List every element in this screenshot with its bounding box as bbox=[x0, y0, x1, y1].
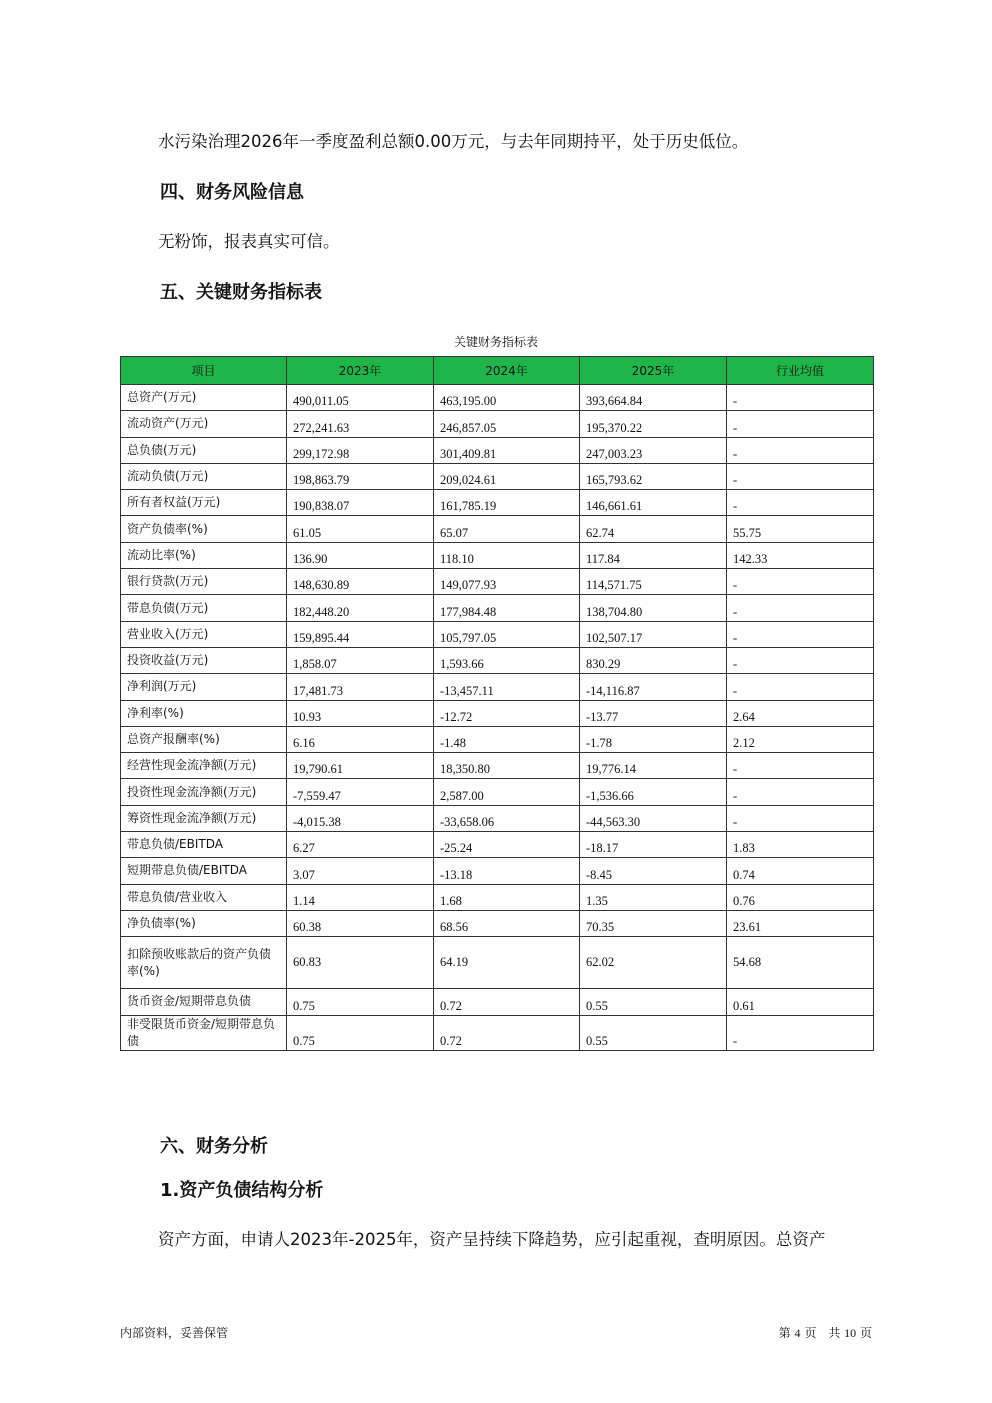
value-cell: 301,409.81 bbox=[434, 437, 580, 463]
value-cell: -1.78 bbox=[580, 726, 727, 752]
heading-financial-analysis: 六、财务分析 bbox=[160, 1136, 268, 1157]
value-cell: 246,857.05 bbox=[434, 411, 580, 437]
value-cell: -13.77 bbox=[580, 700, 727, 726]
column-header: 2024年 bbox=[434, 357, 580, 385]
value-cell: 1,593.66 bbox=[434, 647, 580, 673]
table-caption: 关键财务指标表 bbox=[453, 335, 538, 349]
value-cell: 0.75 bbox=[287, 989, 434, 1015]
value-cell: -8.45 bbox=[580, 858, 727, 884]
row-label-cell: 总负债(万元) bbox=[121, 437, 287, 463]
row-label-cell: 总资产报酬率(%) bbox=[121, 726, 287, 752]
table-row bbox=[121, 884, 874, 910]
page-total: 10 bbox=[844, 1326, 857, 1340]
value-cell: 105,797.05 bbox=[434, 621, 580, 647]
value-cell: 490,011.05 bbox=[287, 385, 434, 411]
value-cell: 68.56 bbox=[434, 910, 580, 936]
table-row bbox=[121, 463, 874, 489]
value-cell: 1,858.07 bbox=[287, 647, 434, 673]
value-cell: 1.14 bbox=[287, 884, 434, 910]
value-cell: 182,448.20 bbox=[287, 595, 434, 621]
value-cell: 114,571.75 bbox=[580, 569, 727, 595]
row-label-cell: 流动比率(%) bbox=[121, 542, 287, 568]
row-label-cell: 筹资性现金流净额(万元) bbox=[121, 805, 287, 831]
page-suffix: 页 bbox=[859, 1326, 872, 1340]
paragraph-risk-statement: 无粉饰，报表真实可信。 bbox=[158, 232, 340, 251]
heading-balance-structure: 1.资产负债结构分析 bbox=[160, 1180, 324, 1201]
table-row bbox=[121, 490, 874, 516]
table-row bbox=[121, 937, 874, 989]
value-cell: 18,350.80 bbox=[434, 753, 580, 779]
value-cell: 159,895.44 bbox=[287, 621, 434, 647]
row-label-cell: 流动资产(万元) bbox=[121, 411, 287, 437]
heading-financial-risk: 四、财务风险信息 bbox=[160, 182, 304, 203]
row-label-cell: 投资收益(万元) bbox=[121, 647, 287, 673]
key-financial-indicators-table bbox=[120, 356, 874, 1051]
page-middle: 页 共 bbox=[804, 1326, 841, 1340]
value-cell: 62.02 bbox=[580, 937, 727, 989]
value-cell: 2.12 bbox=[727, 726, 874, 752]
value-cell: 19,790.61 bbox=[287, 753, 434, 779]
value-cell: 3.07 bbox=[287, 858, 434, 884]
table-body bbox=[121, 385, 874, 1051]
value-cell: -13.18 bbox=[434, 858, 580, 884]
footer-page-number bbox=[779, 1325, 872, 1341]
value-cell: - bbox=[727, 1015, 874, 1050]
value-cell: 1.83 bbox=[727, 832, 874, 858]
row-label-cell: 流动负债(万元) bbox=[121, 463, 287, 489]
table-row bbox=[121, 647, 874, 673]
value-cell: -4,015.38 bbox=[287, 805, 434, 831]
table-row bbox=[121, 516, 874, 542]
paragraph-assets-analysis: 资产方面，申请人2023年-2025年，资产呈持续下降趋势，应引起重视，查明原因。总资产 bbox=[158, 1230, 826, 1249]
value-cell: 118.10 bbox=[434, 542, 580, 568]
row-label-cell: 净负债率(%) bbox=[121, 910, 287, 936]
table-row bbox=[121, 674, 874, 700]
value-cell: 55.75 bbox=[727, 516, 874, 542]
column-header: 行业均值 bbox=[727, 357, 874, 385]
value-cell: 0.76 bbox=[727, 884, 874, 910]
page-prefix: 第 bbox=[778, 1326, 791, 1340]
value-cell: 190,838.07 bbox=[287, 490, 434, 516]
table-row bbox=[121, 621, 874, 647]
value-cell: -1,536.66 bbox=[580, 779, 727, 805]
value-cell: - bbox=[727, 779, 874, 805]
value-cell: 117.84 bbox=[580, 542, 727, 568]
value-cell: -7,559.47 bbox=[287, 779, 434, 805]
row-label-cell: 带息负债/EBITDA bbox=[121, 832, 287, 858]
value-cell: 2.64 bbox=[727, 700, 874, 726]
table-row bbox=[121, 437, 874, 463]
table-row bbox=[121, 700, 874, 726]
value-cell: - bbox=[727, 674, 874, 700]
value-cell: 393,664.84 bbox=[580, 385, 727, 411]
value-cell: 60.38 bbox=[287, 910, 434, 936]
value-cell: 195,370.22 bbox=[580, 411, 727, 437]
value-cell: 0.74 bbox=[727, 858, 874, 884]
value-cell: 6.27 bbox=[287, 832, 434, 858]
value-cell: 23.61 bbox=[727, 910, 874, 936]
page-current: 4 bbox=[794, 1326, 801, 1340]
value-cell: -1.48 bbox=[434, 726, 580, 752]
row-label-cell: 带息负债/营业收入 bbox=[121, 884, 287, 910]
value-cell: 0.75 bbox=[287, 1015, 434, 1050]
row-label-cell: 资产负债率(%) bbox=[121, 516, 287, 542]
value-cell: - bbox=[727, 385, 874, 411]
row-label-cell: 净利润(万元) bbox=[121, 674, 287, 700]
value-cell: 1.68 bbox=[434, 884, 580, 910]
value-cell: 247,003.23 bbox=[580, 437, 727, 463]
row-label-cell: 营业收入(万元) bbox=[121, 621, 287, 647]
value-cell: 209,024.61 bbox=[434, 463, 580, 489]
row-label-cell: 所有者权益(万元) bbox=[121, 490, 287, 516]
value-cell: 61.05 bbox=[287, 516, 434, 542]
table-row bbox=[121, 753, 874, 779]
value-cell: 19,776.14 bbox=[580, 753, 727, 779]
value-cell: 17,481.73 bbox=[287, 674, 434, 700]
row-label-cell: 净利率(%) bbox=[121, 700, 287, 726]
value-cell: - bbox=[727, 595, 874, 621]
value-cell: -44,563.30 bbox=[580, 805, 727, 831]
row-label-cell: 银行贷款(万元) bbox=[121, 569, 287, 595]
column-header: 2025年 bbox=[580, 357, 727, 385]
value-cell: 0.55 bbox=[580, 989, 727, 1015]
row-label-cell: 投资性现金流净额(万元) bbox=[121, 779, 287, 805]
value-cell: 0.72 bbox=[434, 1015, 580, 1050]
value-cell: - bbox=[727, 753, 874, 779]
value-cell: 165,793.62 bbox=[580, 463, 727, 489]
value-cell: 2,587.00 bbox=[434, 779, 580, 805]
row-label-cell: 短期带息负债/EBITDA bbox=[121, 858, 287, 884]
table-row bbox=[121, 385, 874, 411]
value-cell: 0.72 bbox=[434, 989, 580, 1015]
value-cell: 272,241.63 bbox=[287, 411, 434, 437]
value-cell: 6.16 bbox=[287, 726, 434, 752]
value-cell: 830.29 bbox=[580, 647, 727, 673]
value-cell: - bbox=[727, 411, 874, 437]
value-cell: 70.35 bbox=[580, 910, 727, 936]
table-row bbox=[121, 726, 874, 752]
value-cell: - bbox=[727, 490, 874, 516]
row-label-cell: 货币资金/短期带息负债 bbox=[121, 989, 287, 1015]
value-cell: - bbox=[727, 647, 874, 673]
value-cell: 60.83 bbox=[287, 937, 434, 989]
table-row bbox=[121, 779, 874, 805]
row-label-cell: 总资产(万元) bbox=[121, 385, 287, 411]
value-cell: 65.07 bbox=[434, 516, 580, 542]
table-row bbox=[121, 1015, 874, 1050]
value-cell: - bbox=[727, 437, 874, 463]
value-cell: 0.61 bbox=[727, 989, 874, 1015]
table-row bbox=[121, 910, 874, 936]
row-label-cell: 非受限货币资金/短期带息负债 bbox=[121, 1015, 287, 1050]
value-cell: - bbox=[727, 569, 874, 595]
value-cell: 1.35 bbox=[580, 884, 727, 910]
value-cell: 146,661.61 bbox=[580, 490, 727, 516]
row-label-cell: 扣除预收账款后的资产负债率(%) bbox=[121, 937, 287, 989]
value-cell: -12.72 bbox=[434, 700, 580, 726]
table-row bbox=[121, 411, 874, 437]
heading-key-indicators: 五、关键财务指标表 bbox=[160, 282, 322, 303]
value-cell: - bbox=[727, 463, 874, 489]
paragraph-profit-summary: 水污染治理2026年一季度盈利总额0.00万元，与去年同期持平，处于历史低位。 bbox=[158, 132, 749, 151]
table-row bbox=[121, 805, 874, 831]
value-cell: 148,630.89 bbox=[287, 569, 434, 595]
value-cell: -18.17 bbox=[580, 832, 727, 858]
table-row bbox=[121, 858, 874, 884]
value-cell: 142.33 bbox=[727, 542, 874, 568]
table-row bbox=[121, 542, 874, 568]
value-cell: -13,457.11 bbox=[434, 674, 580, 700]
value-cell: 54.68 bbox=[727, 937, 874, 989]
value-cell: -25.24 bbox=[434, 832, 580, 858]
table-row bbox=[121, 832, 874, 858]
value-cell: 299,172.98 bbox=[287, 437, 434, 463]
value-cell: -14,116.87 bbox=[580, 674, 727, 700]
value-cell: 62.74 bbox=[580, 516, 727, 542]
footer-confidential-note: 内部资料，妥善保管 bbox=[120, 1326, 229, 1340]
table-row bbox=[121, 595, 874, 621]
value-cell: - bbox=[727, 621, 874, 647]
row-label-cell: 经营性现金流净额(万元) bbox=[121, 753, 287, 779]
table-row bbox=[121, 989, 874, 1015]
value-cell: 64.19 bbox=[434, 937, 580, 989]
value-cell: 10.93 bbox=[287, 700, 434, 726]
value-cell: 161,785.19 bbox=[434, 490, 580, 516]
column-header: 项目 bbox=[121, 357, 287, 385]
value-cell: - bbox=[727, 805, 874, 831]
value-cell: 463,195.00 bbox=[434, 385, 580, 411]
table-header-row bbox=[121, 357, 874, 385]
value-cell: 0.55 bbox=[580, 1015, 727, 1050]
column-header: 2023年 bbox=[287, 357, 434, 385]
value-cell: 177,984.48 bbox=[434, 595, 580, 621]
row-label-cell: 带息负债(万元) bbox=[121, 595, 287, 621]
value-cell: 198,863.79 bbox=[287, 463, 434, 489]
table-row bbox=[121, 569, 874, 595]
value-cell: -33,658.06 bbox=[434, 805, 580, 831]
value-cell: 136.90 bbox=[287, 542, 434, 568]
value-cell: 102,507.17 bbox=[580, 621, 727, 647]
value-cell: 149,077.93 bbox=[434, 569, 580, 595]
value-cell: 138,704.80 bbox=[580, 595, 727, 621]
